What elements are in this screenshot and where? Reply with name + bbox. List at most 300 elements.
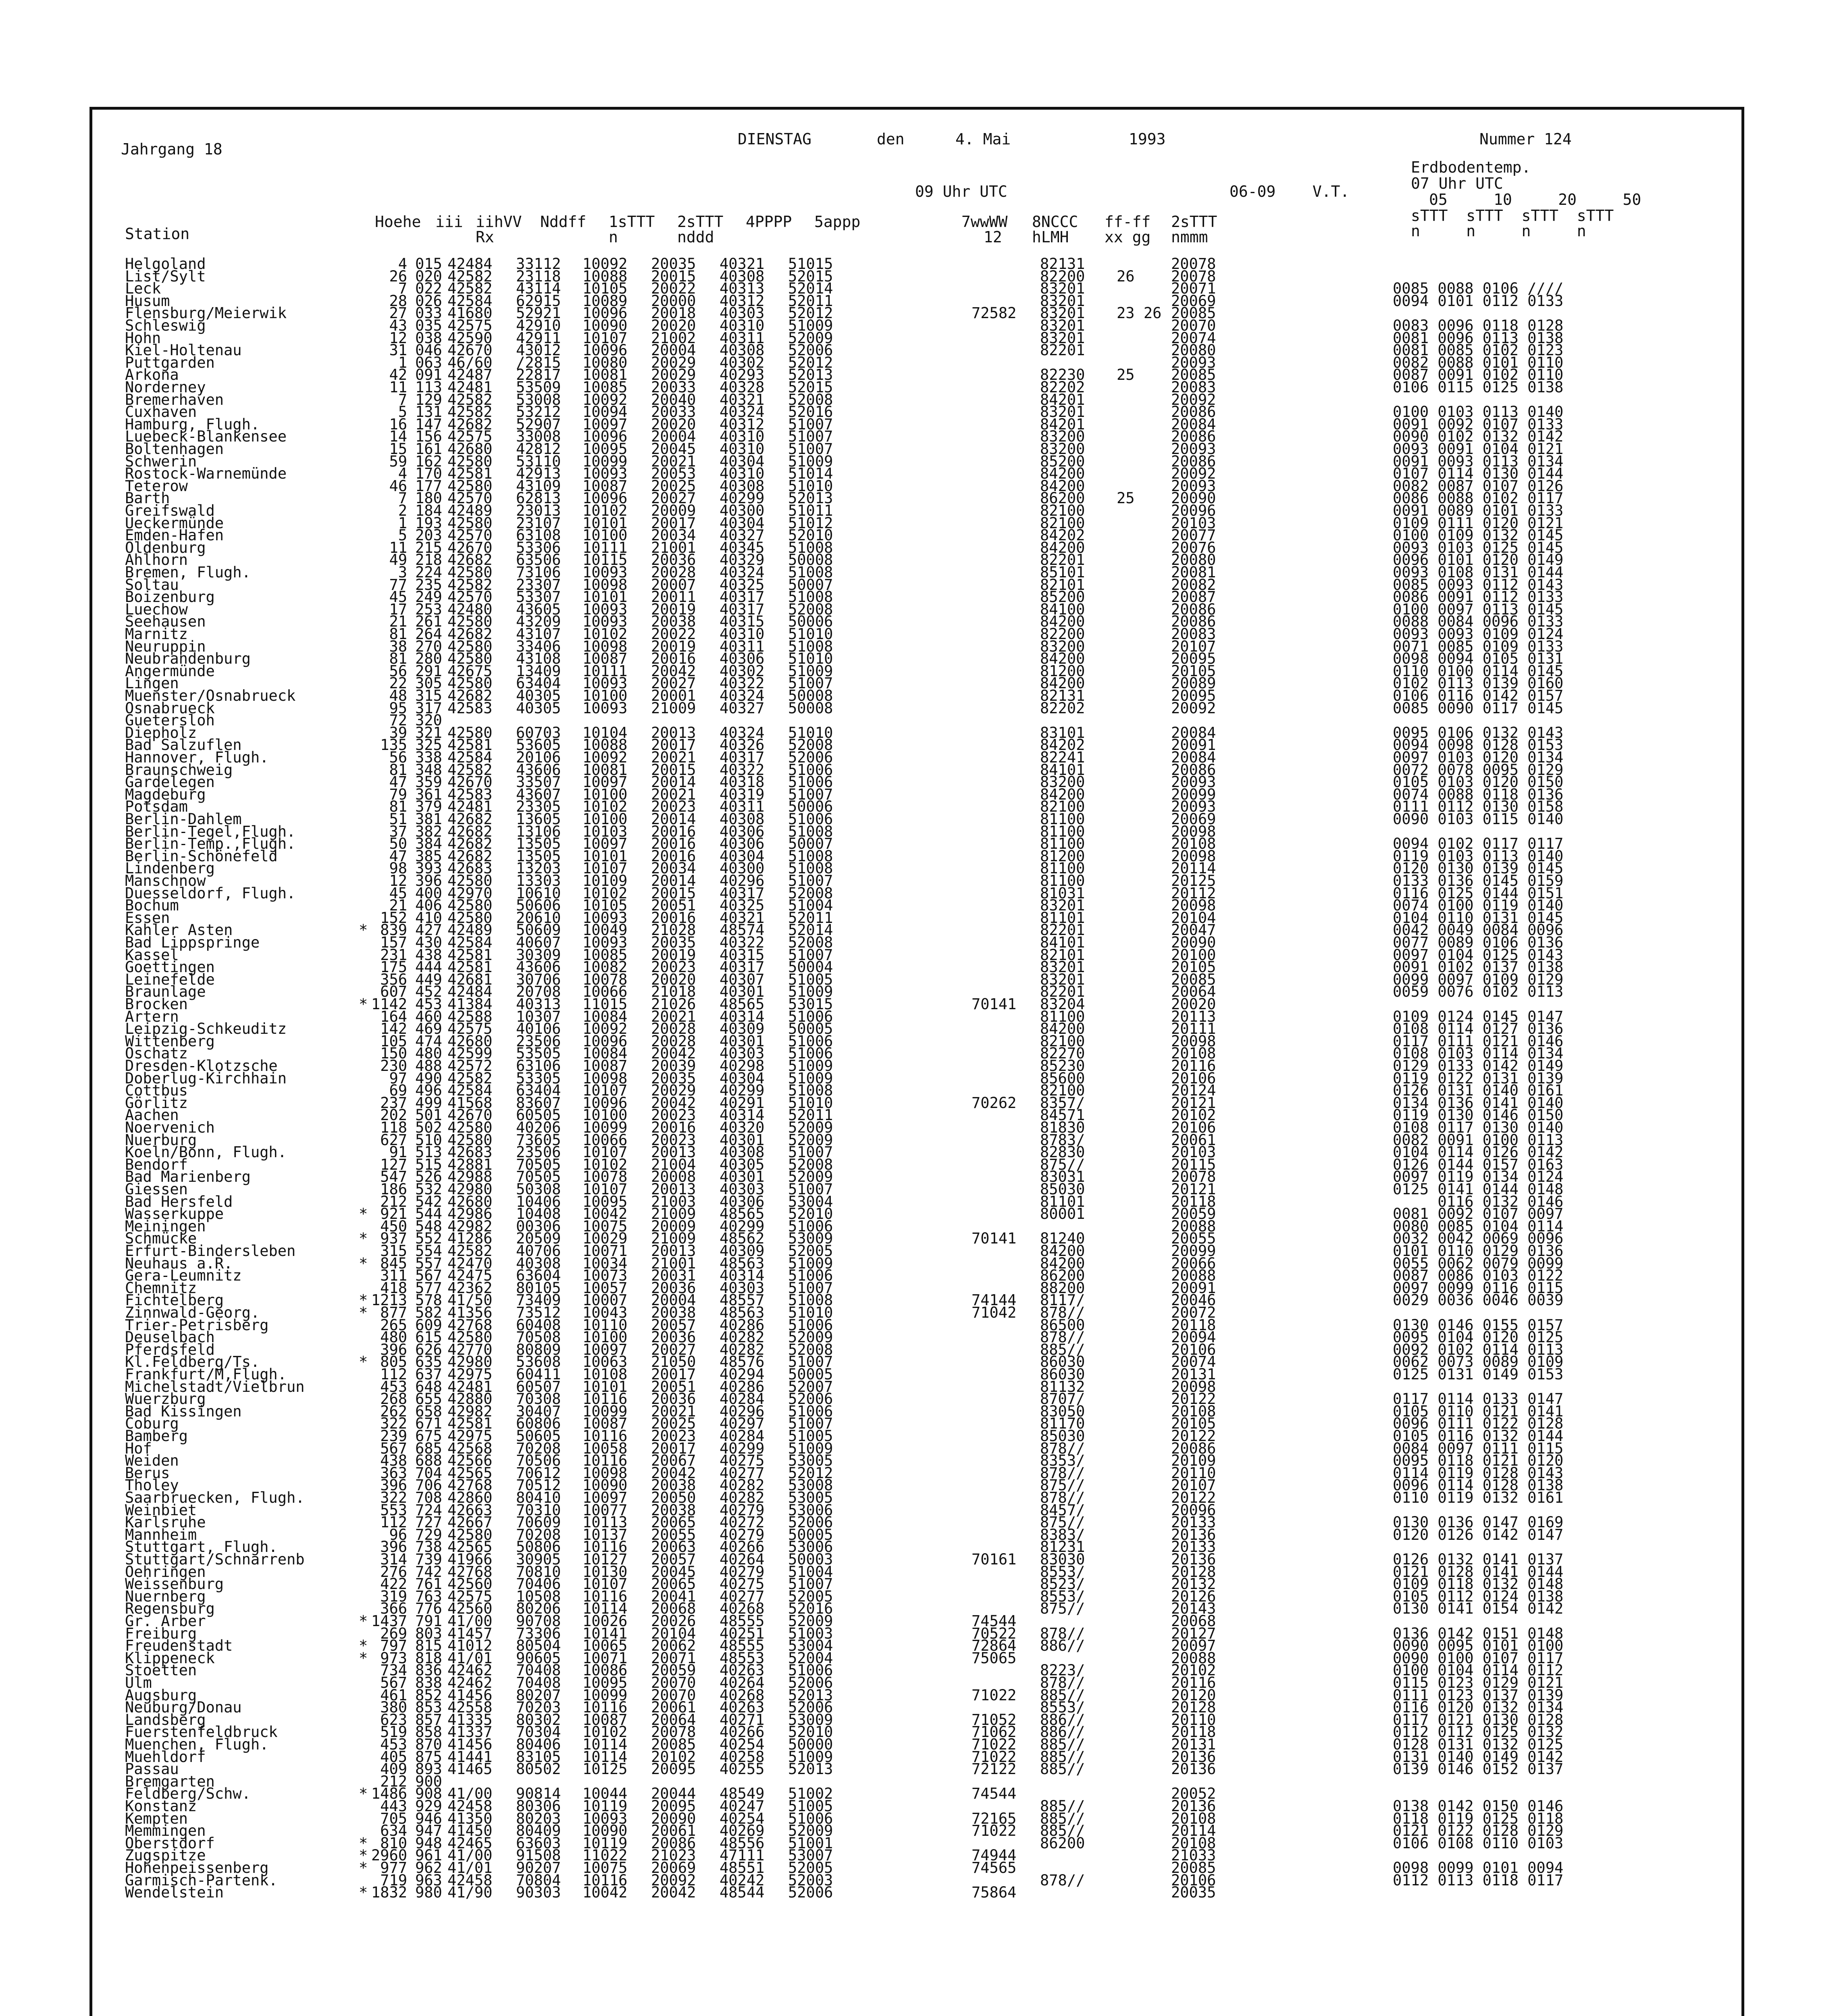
8nccc-value: 84200 (1040, 675, 1085, 692)
vt-2sttt-value: 20115 (1171, 1156, 1216, 1173)
nddff-value: 62915 (516, 292, 561, 310)
station-name: Wendelstein (125, 1884, 224, 1901)
nddff-value: 20106 (516, 749, 561, 766)
iihvv-value: 42682 (447, 551, 493, 569)
5appp-value: 51006 (788, 1316, 833, 1334)
soil-temp-values: 0111 0112 0130 0158 (1393, 798, 1564, 816)
4pppp-value: 40264 (720, 1674, 765, 1691)
nddff-value: 90303 (516, 1884, 561, 1901)
iihvv-value: 42970 (447, 884, 493, 902)
iihvv-value: 42570 (447, 527, 493, 544)
4pppp-value: 40312 (720, 292, 765, 310)
nddff-value: 63106 (516, 1057, 561, 1075)
iihvv-value: 42572 (447, 1057, 493, 1075)
vt-2sttt-value: 20085 (1171, 1859, 1216, 1876)
4pppp-value: 40266 (720, 1538, 765, 1556)
iii-value: 582 (415, 1304, 442, 1321)
5appp-value: 53009 (788, 1230, 833, 1248)
vt-2sttt-value: 20086 (1171, 403, 1216, 421)
1sttt-value: 10080 (583, 354, 628, 371)
5appp-value: 52010 (788, 1205, 833, 1223)
1sttt-value: 10111 (583, 662, 628, 680)
iihvv-value: 42481 (447, 1378, 493, 1395)
hoehe-value: 5 (398, 527, 407, 544)
col-1sttt-sub: n (609, 228, 618, 246)
iii-value: 046 (415, 342, 442, 359)
hoehe-value: 22 (389, 675, 407, 692)
nddff-value: 42910 (516, 317, 561, 334)
8nccc-value: 81100 (1040, 1008, 1085, 1025)
4pppp-value: 40268 (720, 1686, 765, 1704)
5appp-value: 51008 (788, 847, 833, 865)
nddff-value: 33507 (516, 773, 561, 791)
nddff-value: 40308 (516, 1254, 561, 1272)
hoehe-value: 623 (380, 1711, 407, 1729)
hoehe-value: 7 (398, 391, 407, 408)
vt-2sttt-value: 20114 (1171, 1822, 1216, 1840)
1sttt-value: 10084 (583, 1008, 628, 1025)
4pppp-value: 40308 (720, 342, 765, 359)
nddff-value: 10508 (516, 1587, 561, 1605)
station-name: Aachen (125, 1106, 179, 1124)
vt-2sttt-value: 20097 (1171, 1637, 1216, 1655)
5appp-value: 51008 (788, 823, 833, 840)
hoehe-value: 1437 (371, 1612, 407, 1630)
2sttt-value: 20042 (651, 1884, 696, 1901)
2sttt-value: 20070 (651, 1674, 696, 1691)
8nccc-value: 8553/ (1040, 1699, 1085, 1716)
1sttt-value: 10107 (583, 1082, 628, 1100)
8nccc-value: 84200 (1040, 1020, 1085, 1038)
8nccc-value: 83200 (1040, 773, 1085, 791)
vt-2sttt-value: 20102 (1171, 1662, 1216, 1679)
soil-temp-values: 0095 0104 0120 0125 (1393, 1329, 1564, 1346)
nddff-value: 63404 (516, 675, 561, 692)
iihvv-value: 42481 (447, 379, 493, 396)
1sttt-value: 10111 (583, 539, 628, 556)
vt-2sttt-value: 20107 (1171, 637, 1216, 655)
nddff-value: 53608 (516, 1353, 561, 1371)
table-row (0, 1834, 1837, 1852)
2sttt-value: 20020 (651, 317, 696, 334)
vt-2sttt-value: 20088 (1171, 1649, 1216, 1667)
hoehe-value: 322 (380, 1415, 407, 1433)
1sttt-value: 10098 (583, 637, 628, 655)
1sttt-value: 10102 (583, 502, 628, 519)
nddff-value: 43607 (516, 785, 561, 803)
station-name: Regensburg (125, 1600, 215, 1618)
hoehe-value: 4 (398, 255, 407, 273)
1sttt-value: 10099 (583, 1119, 628, 1136)
2sttt-value: 20042 (651, 662, 696, 680)
station-name: Muehldorf (125, 1748, 206, 1766)
nddff-value: 53305 (516, 1069, 561, 1087)
iihvv-value: 42768 (447, 1316, 493, 1334)
8nccc-value: 885// (1040, 1736, 1085, 1753)
1sttt-value: 10130 (583, 1563, 628, 1581)
2sttt-value: 20085 (651, 1736, 696, 1753)
col-2sttt-sub: nddd (677, 228, 714, 246)
iii-value: 063 (415, 354, 442, 371)
iihvv-value: 42575 (447, 317, 493, 334)
2sttt-value: 20050 (651, 1489, 696, 1506)
nddff-value: 52921 (516, 304, 561, 322)
iihvv-value: 42560 (447, 1600, 493, 1618)
soil-temp-values: 0130 0146 0155 0157 (1393, 1316, 1564, 1334)
2sttt-value: 20000 (651, 292, 696, 310)
5appp-value: 52006 (788, 1674, 833, 1691)
5appp-value: 51007 (788, 785, 833, 803)
nddff-value: 23307 (516, 576, 561, 594)
4pppp-value: 40282 (720, 1477, 765, 1494)
soil-temp-values: 0110 0119 0132 0161 (1393, 1489, 1564, 1506)
vt-2sttt-value: 20136 (1171, 1797, 1216, 1815)
soil-temp-values: 0126 0132 0141 0137 (1393, 1551, 1564, 1568)
1sttt-value: 10092 (583, 255, 628, 273)
hoehe-value: 21 (389, 613, 407, 631)
soil-temp-values: 0074 0100 0119 0140 (1393, 897, 1564, 914)
2sttt-value: 20104 (651, 1624, 696, 1642)
4pppp-value: 40271 (720, 1711, 765, 1729)
5appp-value: 51008 (788, 564, 833, 581)
station-name: Berlin-Schönefeld (125, 847, 278, 865)
5appp-value: 52008 (788, 1341, 833, 1358)
station-name: Freudenstadt (125, 1637, 233, 1655)
hoehe-value: 239 (380, 1427, 407, 1445)
soil-temp-values: 0130 0136 0147 0169 (1393, 1514, 1564, 1531)
2sttt-value: 20021 (651, 1402, 696, 1420)
8nccc-value: 84202 (1040, 736, 1085, 754)
5appp-value: 51006 (788, 810, 833, 828)
soil-temp-values: 0126 0131 0140 0161 (1393, 1082, 1564, 1100)
2sttt-value: 20016 (651, 909, 696, 927)
5appp-value: 52005 (788, 1242, 833, 1260)
7wwww-value: 74144 (972, 1291, 1017, 1309)
soil-temp-values: 0080 0085 0104 0114 (1393, 1217, 1564, 1235)
nddff-value: 43605 (516, 600, 561, 618)
1sttt-value: 10110 (583, 1316, 628, 1334)
station-name: Flensburg/Meierwik (125, 304, 287, 322)
hoehe-value: 438 (380, 1452, 407, 1470)
1sttt-value: 10113 (583, 1514, 628, 1531)
1sttt-value: 10101 (583, 1378, 628, 1395)
iihvv-value: 41286 (447, 1230, 493, 1248)
iii-value: 962 (415, 1859, 442, 1876)
iii-value: 626 (415, 1341, 442, 1358)
4pppp-value: 40310 (720, 428, 765, 446)
4pppp-value: 40310 (720, 625, 765, 643)
2sttt-value: 20044 (651, 1785, 696, 1803)
vt-2sttt-value: 20080 (1171, 342, 1216, 359)
hoehe-value: 405 (380, 1748, 407, 1766)
5appp-value: 51007 (788, 415, 833, 433)
soil-temp-values: 0106 0108 0110 0103 (1393, 1834, 1564, 1852)
4pppp-value: 40306 (720, 1193, 765, 1210)
1sttt-value: 10107 (583, 860, 628, 877)
4pppp-value: 40317 (720, 884, 765, 902)
iii-value: 496 (415, 1082, 442, 1100)
nddff-value: 50606 (516, 897, 561, 914)
2sttt-value: 20036 (651, 1279, 696, 1297)
mountain-marker: * (359, 1230, 368, 1248)
station-name: Helgoland (125, 255, 206, 273)
station-name: Boltenhagen (125, 440, 224, 458)
8nccc-value: 885// (1040, 1810, 1085, 1827)
8nccc-value: 83050 (1040, 1402, 1085, 1420)
5appp-value: 52008 (788, 934, 833, 951)
nddff-value: 80302 (516, 1711, 561, 1729)
soil-temp-values: 0055 0062 0079 0099 (1393, 1254, 1564, 1272)
vt-2sttt-value: 20116 (1171, 1674, 1216, 1691)
8nccc-value: 878// (1040, 1489, 1085, 1506)
8nccc-value: 81100 (1040, 872, 1085, 889)
station-name: Goettingen (125, 958, 215, 976)
iihvv-value: 42588 (447, 1008, 493, 1025)
4pppp-value: 40263 (720, 1662, 765, 1679)
1sttt-value: 10101 (583, 588, 628, 606)
station-name: Soltau (125, 576, 179, 594)
5appp-value: 51007 (788, 675, 833, 692)
2sttt-value: 20017 (651, 1439, 696, 1457)
iihvv-value: 42580 (447, 1526, 493, 1543)
soil-temp-values: 0120 0126 0142 0147 (1393, 1526, 1564, 1543)
8nccc-value: 85600 (1040, 1069, 1085, 1087)
2sttt-value: 21002 (651, 329, 696, 347)
4pppp-value: 40263 (720, 1699, 765, 1716)
1sttt-value: 10088 (583, 736, 628, 754)
station-name: Bad Hersfeld (125, 1193, 233, 1210)
nddff-value: 42913 (516, 465, 561, 483)
1sttt-value: 10084 (583, 1045, 628, 1062)
1sttt-value: 10071 (583, 1242, 628, 1260)
soil-temp-values: 0133 0136 0145 0159 (1393, 872, 1564, 889)
iihvv-value: 41/00 (447, 1847, 493, 1864)
soil-temp-values: 0119 0103 0113 0140 (1393, 847, 1564, 865)
iihvv-value: 42566 (447, 1452, 493, 1470)
iii-value: 015 (415, 255, 442, 273)
soil-temp-values: 0087 0086 0103 0122 (1393, 1267, 1564, 1285)
soil-temp-values: 0099 0097 0109 0129 (1393, 971, 1564, 988)
station-name: Bremgarten (125, 1772, 215, 1790)
1sttt-value: 10099 (583, 1686, 628, 1704)
nddff-value: 60703 (516, 724, 561, 741)
1sttt-value: 10096 (583, 428, 628, 446)
nddff-value: 70505 (516, 1156, 561, 1173)
5appp-value: 51008 (788, 637, 833, 655)
8nccc-value: 878// (1040, 1304, 1085, 1321)
8nccc-value: 81240 (1040, 1230, 1085, 1248)
iii-value: 315 (415, 687, 442, 704)
2sttt-value: 20036 (651, 1390, 696, 1408)
8nccc-value: 81101 (1040, 909, 1085, 927)
soil-temp-values: 0032 0042 0069 0096 (1393, 1230, 1564, 1248)
5appp-value: 51008 (788, 860, 833, 877)
iihvv-value: 42682 (447, 847, 493, 865)
iii-value: 129 (415, 391, 442, 408)
iihvv-value: 42489 (447, 921, 493, 939)
4pppp-value: 40286 (720, 1378, 765, 1395)
hoehe-value: 845 (380, 1254, 407, 1272)
1sttt-value: 10097 (583, 1341, 628, 1358)
iihvv-value: 42580 (447, 1131, 493, 1149)
2sttt-value: 20018 (651, 304, 696, 322)
1sttt-value: 10081 (583, 366, 628, 384)
5appp-value: 52013 (788, 489, 833, 507)
soil-temp-values: 0085 0088 0106 //// (1393, 280, 1564, 298)
table-row (0, 1772, 1837, 1790)
station-name: Stoetten (125, 1662, 197, 1679)
col-4pppp: 4PPPP (746, 213, 792, 231)
station-name: Giessen (125, 1181, 188, 1198)
5appp-value: 53005 (788, 1489, 833, 1506)
8nccc-value: 82201 (1040, 983, 1085, 1001)
hoehe-value: 11 (389, 539, 407, 556)
station-name: Neuruppin (125, 637, 206, 655)
soil-temp-values: 0117 0114 0133 0147 (1393, 1390, 1564, 1408)
5appp-value: 51007 (788, 1279, 833, 1297)
7wwww-value: 72122 (972, 1760, 1017, 1778)
soil-temp-values: 0121 0128 0141 0144 (1393, 1563, 1564, 1581)
iii-value: 763 (415, 1587, 442, 1605)
station-name: Schleswig (125, 317, 206, 334)
4pppp-value: 48565 (720, 1205, 765, 1223)
7wwww-value: 71022 (972, 1748, 1017, 1766)
soil-temp-values: 0082 0087 0107 0126 (1393, 477, 1564, 495)
hoehe-value: 380 (380, 1699, 407, 1716)
4pppp-value: 40299 (720, 1082, 765, 1100)
nddff-value: 33112 (516, 255, 561, 273)
station-name: Bochum (125, 897, 179, 914)
col-ffff-sub: xx gg (1105, 228, 1151, 246)
8nccc-value: 83201 (1040, 329, 1085, 347)
soil-temp-values: 0090 0095 0101 0100 (1393, 1637, 1564, 1655)
iihvv-value: 42484 (447, 983, 493, 1001)
station-name: Bremen, Flugh. (125, 564, 251, 581)
vt-2sttt-value: 20047 (1171, 921, 1216, 939)
station-name: Schmücke (125, 1230, 197, 1248)
iihvv-value: 42462 (447, 1662, 493, 1679)
vt-2sttt-value: 20108 (1171, 1402, 1216, 1420)
soil-temp-values: 0042 0049 0084 0096 (1393, 921, 1564, 939)
8nccc-value: 86030 (1040, 1366, 1085, 1383)
station-name: Osnabrueck (125, 699, 215, 717)
1sttt-value: 10093 (583, 564, 628, 581)
4pppp-value: 48553 (720, 1649, 765, 1667)
7wwww-value: 71062 (972, 1723, 1017, 1741)
station-name: Weissenburg (125, 1575, 224, 1593)
hoehe-value: 4 (398, 465, 407, 483)
hoehe-value: 1 (398, 514, 407, 532)
hoehe-value: 51 (389, 810, 407, 828)
soil-temp-values: 0139 0146 0152 0137 (1393, 1760, 1564, 1778)
station-name: Landsberg (125, 1711, 206, 1729)
hoehe-value: 77 (389, 576, 407, 594)
nddff-value: 80203 (516, 1810, 561, 1827)
7wwww-value: 70262 (972, 1094, 1017, 1112)
hoehe-value: 81 (389, 650, 407, 668)
station-name: Norderney (125, 379, 206, 396)
soil-temp-values: 0114 0119 0128 0143 (1393, 1464, 1564, 1482)
iii-value: 947 (415, 1822, 442, 1840)
station-name: Bad Lippspringe (125, 934, 260, 951)
hoehe-value: 31 (389, 342, 407, 359)
1sttt-value: 10093 (583, 934, 628, 951)
station-name: Cottbus (125, 1082, 188, 1100)
5appp-value: 52015 (788, 267, 833, 285)
mountain-marker: * (359, 1205, 368, 1223)
iihvv-value: 42590 (447, 329, 493, 347)
1sttt-value: 10087 (583, 477, 628, 495)
8nccc-value: 8783/ (1040, 1131, 1085, 1149)
soil-temp-values: 0097 0104 0125 0143 (1393, 946, 1564, 964)
iihvv-value: 42682 (447, 810, 493, 828)
5appp-value: 52011 (788, 909, 833, 927)
nddff-value: 80206 (516, 1600, 561, 1618)
1sttt-value: 10093 (583, 699, 628, 717)
iihvv-value: 42570 (447, 489, 493, 507)
hoehe-value: 81 (389, 625, 407, 643)
iihvv-value: 42580 (447, 909, 493, 927)
station-name: Kempten (125, 1810, 188, 1827)
8nccc-value: 82200 (1040, 625, 1085, 643)
iihvv-value: 42681 (447, 971, 493, 988)
2sttt-value: 20038 (651, 613, 696, 631)
soil-temp-values: 0059 0076 0102 0113 (1393, 983, 1564, 1001)
iii-value: 818 (415, 1649, 442, 1667)
4pppp-value: 40282 (720, 1341, 765, 1358)
2sttt-value: 20036 (651, 551, 696, 569)
iihvv-value: 41/50 (447, 1291, 493, 1309)
1sttt-value: 10101 (583, 847, 628, 865)
2sttt-value: 20025 (651, 1415, 696, 1433)
2sttt-value: 20028 (651, 1032, 696, 1050)
5appp-value: 51006 (788, 1402, 833, 1420)
iihvv-value: 42860 (447, 1489, 493, 1506)
iii-value: 170 (415, 465, 442, 483)
iii-value: 791 (415, 1612, 442, 1630)
5appp-value: 51001 (788, 1834, 833, 1852)
1sttt-value: 11015 (583, 996, 628, 1013)
5appp-value: 51009 (788, 1057, 833, 1075)
hoehe-value: 45 (389, 884, 407, 902)
hoehe-value: 322 (380, 1489, 407, 1506)
8nccc-value: 81132 (1040, 1378, 1085, 1395)
4pppp-value: 40303 (720, 1279, 765, 1297)
iii-value: 803 (415, 1624, 442, 1642)
hoehe-value: 627 (380, 1131, 407, 1149)
hoehe-value: 363 (380, 1464, 407, 1482)
table-row (0, 1884, 1837, 1901)
iihvv-value: 42575 (447, 1020, 493, 1038)
iii-value: 177 (415, 477, 442, 495)
iii-value: 203 (415, 527, 442, 544)
8nccc-value: 83200 (1040, 637, 1085, 655)
iihvv-value: 42980 (447, 1181, 493, 1198)
nddff-value: 13605 (516, 810, 561, 828)
nddff-value: 80502 (516, 1760, 561, 1778)
mountain-marker: * (359, 1353, 368, 1371)
iihvv-value: 42580 (447, 477, 493, 495)
iii-value: 542 (415, 1193, 442, 1210)
5appp-value: 52007 (788, 1378, 833, 1395)
soil-temp-values: 0108 0117 0130 0140 (1393, 1119, 1564, 1136)
soil-temp-values: 0100 0103 0113 0140 (1393, 403, 1564, 421)
iihvv-value: 42683 (447, 860, 493, 877)
iii-value: 469 (415, 1020, 442, 1038)
7wwww-value: 75065 (972, 1649, 1017, 1667)
iii-value: 460 (415, 1008, 442, 1025)
iii-value: 857 (415, 1711, 442, 1729)
